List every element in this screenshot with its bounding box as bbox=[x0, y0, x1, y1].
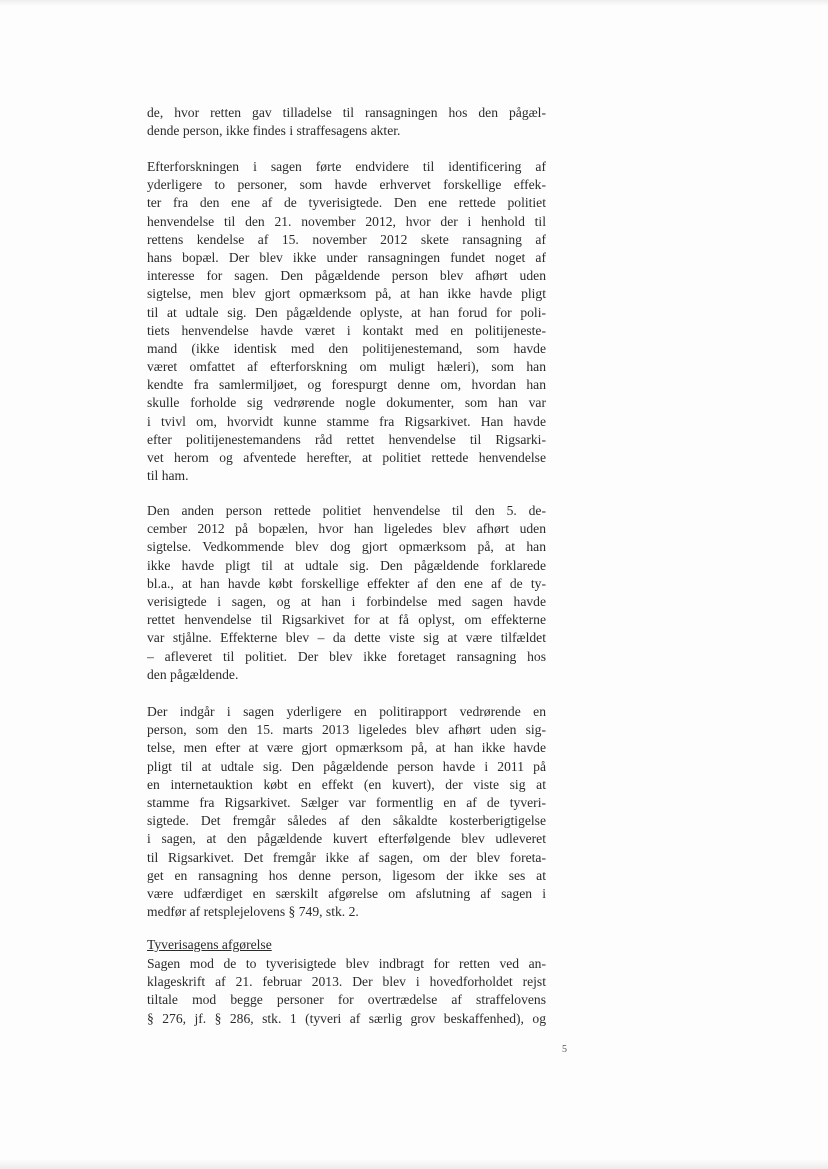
text-line: tiltale mod begge personer for overtrædelse af straffelovens bbox=[147, 992, 546, 1008]
text-line: i tvivl om, hvorvidt kunne stamme fra Rigsarkivet. Han havde bbox=[147, 413, 546, 429]
text-line: været omfattet af efterforskning om muligt hæleri), som han bbox=[147, 359, 546, 375]
text-line: telse, men efter at være gjort opmærksom på, at han ikke havde bbox=[147, 740, 546, 756]
scan-edge-top bbox=[0, 0, 828, 6]
text-line: var stjålne. Effekterne blev – da dette viste sig at være tilfældet bbox=[147, 630, 546, 646]
text-line: interesse for sagen. Den pågældende person blev afhørt uden bbox=[147, 268, 546, 284]
text-line: i sagen, at den pågældende kuvert efterfølgende blev udleveret bbox=[147, 831, 546, 847]
text-line: cember 2012 på bopælen, hvor han ligeledes blev afhørt uden bbox=[147, 521, 546, 537]
paragraph-3 bbox=[147, 502, 546, 684]
text-line: kendte fra samlermiljøet, og forespurgt denne om, hvordan han bbox=[147, 377, 546, 393]
text-line: ikke havde pligt til at udtale sig. Den pågældende forklarede bbox=[147, 557, 546, 573]
paragraph-1 bbox=[147, 104, 546, 140]
text-line: stamme fra Rigsarkivet. Sælger var formentlig en af de tyveri- bbox=[147, 794, 546, 810]
text-line: Der indgår i sagen yderligere en politirapport vedrørende en bbox=[147, 704, 546, 719]
paragraph-5 bbox=[147, 955, 546, 1028]
page-number: 5 bbox=[562, 1044, 567, 1055]
text-line: rettet henvendelse til Rigsarkivet for at få oplyst, om effekterne bbox=[147, 612, 546, 628]
paragraph-2 bbox=[147, 158, 546, 485]
text-line: tiets henvendelse havde været i kontakt med en politijeneste- bbox=[147, 322, 546, 338]
text-line: den pågældende. bbox=[147, 666, 239, 682]
text-line: pligt til at udtale sig. Den pågældende person havde i 2011 på bbox=[147, 758, 546, 774]
text-line: get en ransagning hos denne person, ligesom der ikke ses at bbox=[147, 867, 546, 883]
text-line: dende person, ikke findes i straffesagens akter. bbox=[147, 123, 401, 139]
text-line: hans bopæl. Der blev ikke under ransagningen fundet noget af bbox=[147, 249, 546, 265]
text-line: sigtede. Det fremgår således af den såkaldte kosterberigtigelse bbox=[147, 813, 546, 829]
text-line: verisigtede i sagen, og at han i forbindelse med sagen havde bbox=[147, 593, 546, 609]
text-line: henvendelse til den 21. november 2012, hvor der i henhold til bbox=[147, 213, 546, 229]
text-line: klageskrift af 21. februar 2013. Der blev i hovedforholdet rejst bbox=[147, 974, 546, 990]
text-line: til ham. bbox=[147, 468, 189, 484]
text-line: vet herom og afventede herefter, at politiet rettede henvendelse bbox=[147, 450, 546, 465]
text-line: Efterforskningen i sagen førte endvidere til identificering af bbox=[147, 159, 546, 174]
text-line: sigtelse. Vedkommende blev dog gjort opmærksom på, at han bbox=[147, 539, 546, 555]
text-line: – afleveret til politiet. Der blev ikke foretaget ransagning hos bbox=[147, 648, 546, 664]
text-line: bl.a., at han havde købt forskellige effekter af den ene af de ty- bbox=[147, 575, 546, 591]
text-line: Sagen mod de to tyverisigtede blev indbragt for retten ved an- bbox=[147, 956, 546, 971]
text-line: ter fra den ene af de tyverisigtede. Den ene rettede politiet bbox=[147, 195, 546, 211]
text-line: mand (ikke identisk med den politijenestemand, som havde bbox=[147, 340, 546, 356]
text-line: § 276, jf. § 286, stk. 1 (tyveri af særlig grov beskaffenhed), og bbox=[147, 1010, 546, 1026]
text-line: de, hvor retten gav tilladelse til ransagningen hos den pågæl- bbox=[147, 105, 546, 120]
text-line: person, som den 15. marts 2013 ligeledes blev afhørt uden sig- bbox=[147, 722, 546, 738]
text-line: Den anden person rettede politiet henvendelse til den 5. de- bbox=[147, 503, 546, 518]
text-line: medfør af retsplejelovens § 749, stk. 2. bbox=[147, 904, 359, 920]
text-line: en internetauktion købt en effekt (en kuvert), der viste sig at bbox=[147, 776, 546, 792]
paragraph-4 bbox=[147, 703, 546, 921]
text-line: til at udtale sig. Den pågældende oplyste, at han forud for poli- bbox=[147, 304, 546, 320]
text-line: skulle forholde sig vedrørende nogle dokumenter, som han var bbox=[147, 395, 546, 411]
text-line: rettens kendelse af 15. november 2012 skete ransagning af bbox=[147, 231, 546, 247]
text-line: sigtelse, men blev gjort opmærksom på, at han ikke havde pligt bbox=[147, 286, 546, 302]
text-line: efter politijenestemandens råd rettet henvendelse til Rigsarki- bbox=[147, 431, 546, 447]
text-line: til Rigsarkivet. Det fremgår ikke af sagen, om der blev foreta- bbox=[147, 849, 546, 865]
section-heading: Tyverisagens afgørelse bbox=[147, 937, 272, 952]
text-line: yderligere to personer, som havde erhvervet forskellige effek- bbox=[147, 177, 546, 193]
text-line: være udfærdiget en særskilt afgørelse om afslutning af sagen i bbox=[147, 885, 546, 901]
scan-edge-bottom bbox=[0, 1159, 828, 1169]
